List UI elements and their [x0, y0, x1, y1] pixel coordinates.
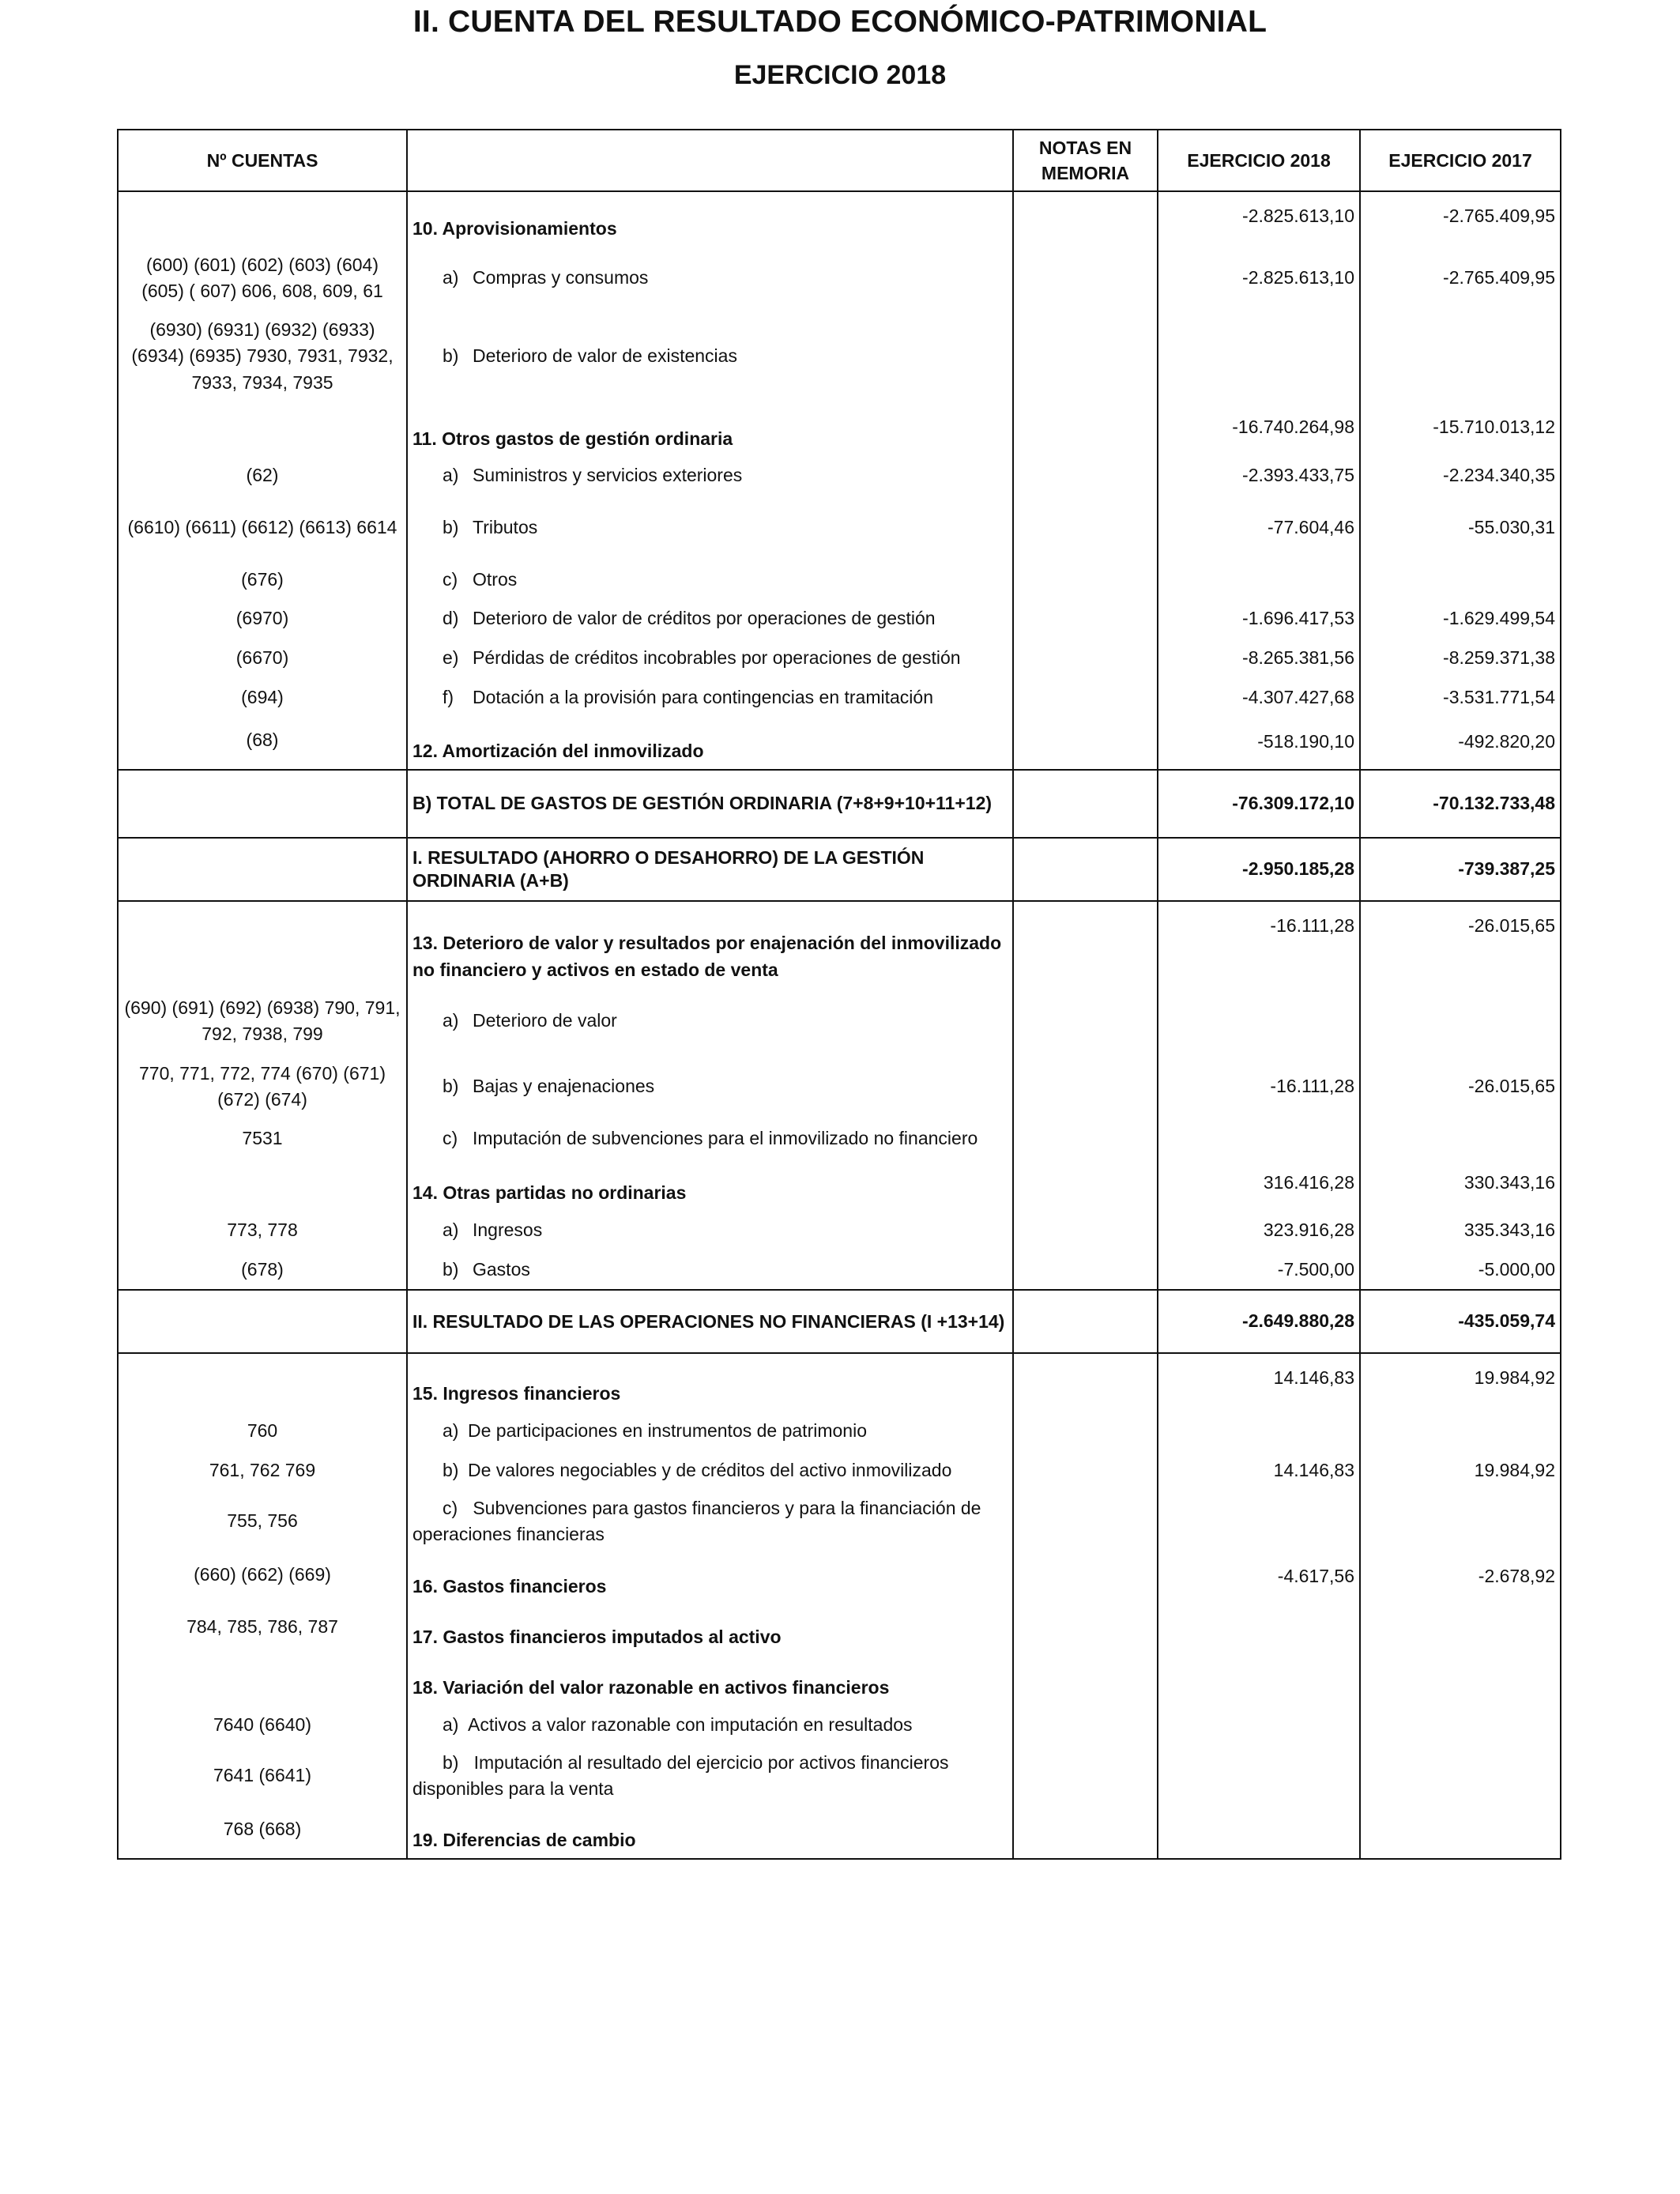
table-row: [118, 599, 1561, 639]
row-label: 13. Deterioro de valor y resultados por enajenación del inmovilizado no financiero y activos en estado de venta: [407, 901, 1013, 988]
row-cuentas: [118, 1159, 407, 1211]
row-2017: 19.984,92: [1360, 1353, 1561, 1412]
row-label: 12. Amortización del inmovilizado: [407, 718, 1013, 770]
row-label: 17. Gastos financieros imputados al activo: [407, 1604, 1013, 1655]
table-row: [118, 1211, 1561, 1250]
row-2018: -4.617,56: [1158, 1552, 1360, 1604]
row-2017: [1360, 1706, 1561, 1745]
row-2018: [1158, 1604, 1360, 1655]
row-2017: [1360, 988, 1561, 1054]
row-cuentas: (6930) (6931) (6932) (6933) (6934) (6935) 7930, 7931, 7932, 7933, 7934, 7935: [118, 310, 407, 403]
table-row: [118, 1807, 1561, 1859]
row-2018: 316.416,28: [1158, 1159, 1360, 1211]
row-label-text: Imputación al resultado del ejercicio por activos financieros disponibles para la venta: [412, 1751, 949, 1799]
table-row: [118, 1119, 1561, 1159]
table-row: [118, 1491, 1561, 1552]
row-notas: [1013, 599, 1158, 639]
row-label: [407, 599, 1013, 639]
row-2018: -518.190,10: [1158, 718, 1360, 770]
row-label: B) TOTAL DE GASTOS DE GESTIÓN ORDINARIA (7+8+9+10+11+12): [407, 770, 1013, 838]
row-2017: -2.678,92: [1360, 1552, 1561, 1604]
row-letter: b): [443, 345, 459, 367]
row-2017: -2.234.340,35: [1360, 457, 1561, 495]
row-cuentas: (678): [118, 1250, 407, 1290]
row-label-text: Compras y consumos: [473, 267, 649, 288]
row-notas: [1013, 191, 1158, 247]
row-2018: -2.649.880,28: [1158, 1290, 1360, 1353]
row-2018: [1158, 1491, 1360, 1552]
table-row: [118, 1412, 1561, 1451]
row-label: [407, 1054, 1013, 1119]
table-row: [118, 247, 1561, 310]
row-2018: -1.696.417,53: [1158, 599, 1360, 639]
row-cuentas: (6970): [118, 599, 407, 639]
row-label: 18. Variación del valor razonable en activos financieros: [407, 1655, 1013, 1706]
row-cuentas: (676): [118, 561, 407, 599]
row-letter: f): [443, 687, 454, 708]
row-label: [407, 678, 1013, 718]
row-label-text: Pérdidas de créditos incobrables por operaciones de gestión: [473, 647, 961, 669]
row-2017: [1360, 1119, 1561, 1159]
row-label-text: Ingresos: [473, 1220, 543, 1241]
row-2018: [1158, 1655, 1360, 1706]
row-letter: b): [443, 1751, 459, 1773]
row-cuentas: 7531: [118, 1119, 407, 1159]
row-2017: -492.820,20: [1360, 718, 1561, 770]
row-2018: [1158, 1119, 1360, 1159]
table-row: [118, 1552, 1561, 1604]
row-2018: -16.111,28: [1158, 1054, 1360, 1119]
row-cuentas: [118, 403, 407, 457]
row-label: [407, 247, 1013, 310]
row-notas: [1013, 639, 1158, 678]
row-label-text: Bajas y enajenaciones: [473, 1076, 655, 1097]
row-notas: [1013, 988, 1158, 1054]
row-label: 11. Otros gastos de gestión ordinaria: [407, 403, 1013, 457]
row-2017: -739.387,25: [1360, 838, 1561, 901]
header-cuentas: Nº CUENTAS: [118, 130, 407, 191]
row-label: 14. Otras partidas no ordinarias: [407, 1159, 1013, 1211]
row-2018: -7.500,00: [1158, 1250, 1360, 1290]
row-2017: -55.030,31: [1360, 495, 1561, 561]
row-cuentas: [118, 1353, 407, 1412]
row-2018: 14.146,83: [1158, 1353, 1360, 1412]
row-label-text: Suministros y servicios exteriores: [473, 465, 743, 486]
row-label: [407, 1412, 1013, 1451]
table-row: [118, 403, 1561, 457]
row-notas: [1013, 247, 1158, 310]
row-label: I. RESULTADO (AHORRO O DESAHORRO) DE LA GESTIÓN ORDINARIA (A+B): [407, 838, 1013, 901]
row-notas: [1013, 1706, 1158, 1745]
table-row: [118, 1451, 1561, 1491]
row-2017: -435.059,74: [1360, 1290, 1561, 1353]
row-cuentas: (6670): [118, 639, 407, 678]
row-2018: -4.307.427,68: [1158, 678, 1360, 718]
row-notas: [1013, 1745, 1158, 1807]
row-letter: b): [443, 1460, 459, 1481]
row-2017: -8.259.371,38: [1360, 639, 1561, 678]
row-cuentas: 773, 778: [118, 1211, 407, 1250]
row-cuentas: [118, 838, 407, 901]
row-label-text: Deterioro de valor de créditos por operaciones de gestión: [473, 608, 936, 629]
table-row: [118, 1250, 1561, 1290]
row-cuentas: [118, 1655, 407, 1706]
row-letter: b): [443, 517, 459, 538]
row-label-text: Subvenciones para gastos financieros y para la financiación de operaciones financieras: [412, 1497, 981, 1544]
row-letter: a): [443, 1010, 459, 1031]
table-header-row: [118, 130, 1561, 191]
row-cuentas: 7640 (6640): [118, 1706, 407, 1745]
table-row: [118, 988, 1561, 1054]
row-2017: -2.765.409,95: [1360, 191, 1561, 247]
row-2017: 330.343,16: [1360, 1159, 1561, 1211]
row-letter: a): [443, 1420, 459, 1442]
row-notas: [1013, 1807, 1158, 1859]
row-2017: [1360, 1745, 1561, 1807]
row-letter: c): [443, 1497, 458, 1518]
row-cuentas: 761, 762 769: [118, 1451, 407, 1491]
row-label: 19. Diferencias de cambio: [407, 1807, 1013, 1859]
row-notas: [1013, 1159, 1158, 1211]
row-label-text: Deterioro de valor: [473, 1010, 617, 1031]
row-letter: a): [443, 1714, 459, 1736]
row-2018: -76.309.172,10: [1158, 770, 1360, 838]
row-2017: [1360, 1807, 1561, 1859]
row-2017: [1360, 310, 1561, 403]
row-label-text: Otros: [473, 569, 518, 590]
row-notas: [1013, 718, 1158, 770]
row-2018: 14.146,83: [1158, 1451, 1360, 1491]
row-notas: [1013, 678, 1158, 718]
row-2018: -8.265.381,56: [1158, 639, 1360, 678]
row-label-text: Gastos: [473, 1258, 530, 1280]
row-letter: b): [443, 1076, 459, 1097]
row-label: [407, 639, 1013, 678]
row-label: [407, 457, 1013, 495]
row-label-text: De valores negociables y de créditos del activo inmovilizado: [468, 1460, 952, 1481]
row-letter: d): [443, 608, 459, 629]
row-label: [407, 1250, 1013, 1290]
row-cuentas: 770, 771, 772, 774 (670) (671) (672) (674): [118, 1054, 407, 1119]
row-label: [407, 1745, 1013, 1807]
header-notas: NOTAS EN MEMORIA: [1013, 130, 1158, 191]
row-notas: [1013, 1491, 1158, 1552]
row-2017: -5.000,00: [1360, 1250, 1561, 1290]
table-row: [118, 718, 1561, 770]
page-title: II. CUENTA DEL RESULTADO ECONÓMICO-PATRIMONIAL: [412, 5, 1268, 39]
row-label: [407, 1706, 1013, 1745]
row-cuentas: (600) (601) (602) (603) (604) (605) ( 607) 606, 608, 609, 61: [118, 247, 407, 310]
row-cuentas: (694): [118, 678, 407, 718]
row-label-text: Deterioro de valor de existencias: [473, 345, 737, 367]
row-cuentas: 7641 (6641): [118, 1745, 407, 1807]
row-notas: [1013, 310, 1158, 403]
row-label: [407, 561, 1013, 599]
row-cuentas: [118, 901, 407, 988]
row-2018: -16.111,28: [1158, 901, 1360, 988]
row-label: [407, 1491, 1013, 1552]
table-row: [118, 457, 1561, 495]
row-2017: [1360, 1412, 1561, 1451]
header-ejercicio-2018: EJERCICIO 2018: [1158, 130, 1360, 191]
row-2017: -26.015,65: [1360, 1054, 1561, 1119]
row-label: 16. Gastos financieros: [407, 1552, 1013, 1604]
row-2017: -26.015,65: [1360, 901, 1561, 988]
row-2018: -2.950.185,28: [1158, 838, 1360, 901]
row-2017: [1360, 561, 1561, 599]
row-label: II. RESULTADO DE LAS OPERACIONES NO FINANCIERAS (I +13+14): [407, 1290, 1013, 1353]
total-row: [118, 838, 1561, 901]
row-label-text: Tributos: [473, 517, 538, 538]
row-2018: [1158, 1745, 1360, 1807]
row-2017: -1.629.499,54: [1360, 599, 1561, 639]
row-2018: [1158, 1706, 1360, 1745]
row-label: [407, 1119, 1013, 1159]
row-label: [407, 988, 1013, 1054]
resultado-table: [117, 129, 1561, 1860]
row-notas: [1013, 1250, 1158, 1290]
row-2018: 323.916,28: [1158, 1211, 1360, 1250]
row-cuentas: (660) (662) (669): [118, 1552, 407, 1604]
row-2018: -2.825.613,10: [1158, 191, 1360, 247]
row-notas: [1013, 1412, 1158, 1451]
page-subtitle: EJERCICIO 2018: [733, 60, 947, 90]
row-2018: -16.740.264,98: [1158, 403, 1360, 457]
row-2017: -15.710.013,12: [1360, 403, 1561, 457]
table-row: [118, 1655, 1561, 1706]
row-notas: [1013, 1290, 1158, 1353]
table-row: [118, 1159, 1561, 1211]
row-cuentas: (690) (691) (692) (6938) 790, 791, 792, 7938, 799: [118, 988, 407, 1054]
table-row: [118, 639, 1561, 678]
header-concepto: [407, 130, 1013, 191]
row-2018: -2.825.613,10: [1158, 247, 1360, 310]
row-label-text: Activos a valor razonable con imputación en resultados: [468, 1714, 913, 1736]
row-2017: -2.765.409,95: [1360, 247, 1561, 310]
row-notas: [1013, 1054, 1158, 1119]
row-letter: a): [443, 465, 459, 486]
total-row: [118, 1290, 1561, 1353]
table-row: [118, 191, 1561, 247]
table-row: [118, 495, 1561, 561]
row-2017: [1360, 1655, 1561, 1706]
row-2018: [1158, 561, 1360, 599]
row-2018: -77.604,46: [1158, 495, 1360, 561]
row-letter: b): [443, 1258, 459, 1280]
row-cuentas: [118, 770, 407, 838]
table-row: [118, 1353, 1561, 1412]
row-notas: [1013, 1552, 1158, 1604]
row-2018: [1158, 988, 1360, 1054]
row-notas: [1013, 838, 1158, 901]
row-label-text: Dotación a la provisión para contingencias en tramitación: [473, 687, 933, 708]
table-row: [118, 678, 1561, 718]
row-label: 15. Ingresos financieros: [407, 1353, 1013, 1412]
row-label: 10. Aprovisionamientos: [407, 191, 1013, 247]
row-notas: [1013, 1211, 1158, 1250]
row-2018: [1158, 310, 1360, 403]
row-letter: a): [443, 267, 459, 288]
row-2018: [1158, 1807, 1360, 1859]
row-2017: [1360, 1604, 1561, 1655]
row-letter: e): [443, 647, 459, 669]
row-label: [407, 310, 1013, 403]
row-notas: [1013, 1119, 1158, 1159]
row-letter: a): [443, 1220, 459, 1241]
table-row: [118, 1054, 1561, 1119]
table-row: [118, 1745, 1561, 1807]
row-2017: 19.984,92: [1360, 1451, 1561, 1491]
row-cuentas: 760: [118, 1412, 407, 1451]
row-cuentas: [118, 1290, 407, 1353]
row-label-text: Imputación de subvenciones para el inmovilizado no financiero: [473, 1128, 978, 1149]
row-cuentas: (68): [118, 718, 407, 770]
table-row: [118, 901, 1561, 988]
row-cuentas: 768 (668): [118, 1807, 407, 1859]
row-2017: -3.531.771,54: [1360, 678, 1561, 718]
row-notas: [1013, 770, 1158, 838]
header-ejercicio-2017: EJERCICIO 2017: [1360, 130, 1561, 191]
row-notas: [1013, 901, 1158, 988]
row-cuentas: (6610) (6611) (6612) (6613) 6614: [118, 495, 407, 561]
row-notas: [1013, 1655, 1158, 1706]
row-notas: [1013, 561, 1158, 599]
table-row: [118, 1604, 1561, 1655]
row-label: [407, 1211, 1013, 1250]
row-cuentas: 784, 785, 786, 787: [118, 1604, 407, 1655]
row-cuentas: (62): [118, 457, 407, 495]
row-notas: [1013, 457, 1158, 495]
row-notas: [1013, 1604, 1158, 1655]
row-cuentas: 755, 756: [118, 1491, 407, 1552]
row-2018: -2.393.433,75: [1158, 457, 1360, 495]
row-notas: [1013, 1353, 1158, 1412]
row-letter: c): [443, 1128, 458, 1149]
row-label-text: De participaciones en instrumentos de patrimonio: [468, 1420, 867, 1442]
table-row: [118, 310, 1561, 403]
row-label: [407, 495, 1013, 561]
row-2017: 335.343,16: [1360, 1211, 1561, 1250]
row-label: [407, 1451, 1013, 1491]
row-letter: c): [443, 569, 458, 590]
row-notas: [1013, 403, 1158, 457]
row-notas: [1013, 1451, 1158, 1491]
table-row: [118, 561, 1561, 599]
row-2017: [1360, 1491, 1561, 1552]
row-notas: [1013, 495, 1158, 561]
row-2017: -70.132.733,48: [1360, 770, 1561, 838]
row-cuentas: [118, 191, 407, 247]
total-row: [118, 770, 1561, 838]
table-row: [118, 1706, 1561, 1745]
row-2018: [1158, 1412, 1360, 1451]
